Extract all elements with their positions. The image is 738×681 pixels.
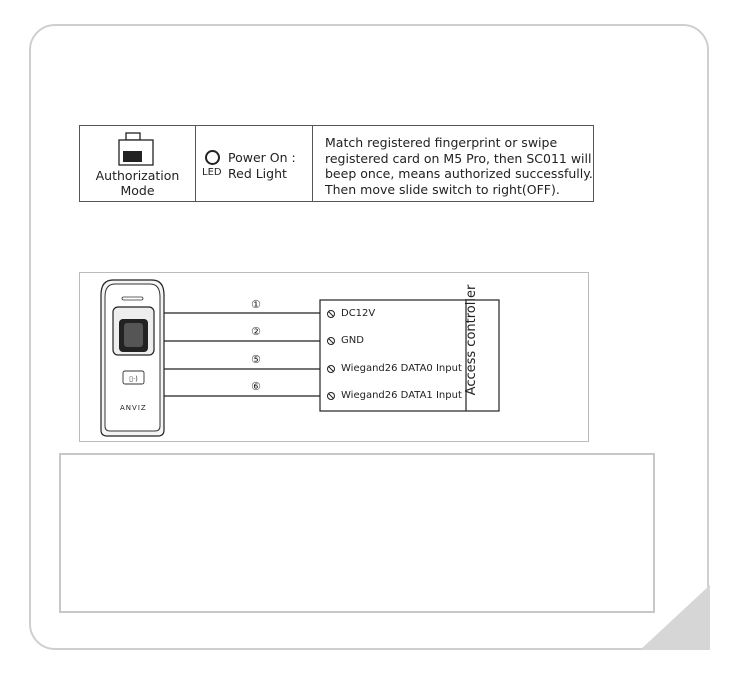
power-on-text: Power On : Red Light <box>228 150 296 181</box>
wire-number-5: ⑤ <box>251 353 261 366</box>
led-label: LED <box>202 167 222 178</box>
empty-notes-box <box>59 453 655 613</box>
terminal-dc12v: DC12V <box>341 308 376 319</box>
fingerprint-reader-device <box>101 280 164 436</box>
terminal-data1: Wiegand26 DATA1 Input <box>341 390 462 401</box>
device-brand-logo: ANVIZ <box>120 404 147 412</box>
description-text: Match registered fingerprint or swipe registered card on M5 Pro, then SC011 will beep once, means authorized successfully. Then move slide switch to right(OFF). <box>325 135 593 197</box>
wire-number-2: ② <box>251 325 261 338</box>
terminal-data0: Wiegand26 DATA0 Input <box>341 363 462 374</box>
wire-number-6: ⑥ <box>251 380 261 393</box>
wire-lines <box>164 313 320 396</box>
access-controller-label: Access controller <box>464 284 479 396</box>
authorization-mode-label: Authorization Mode <box>95 168 180 198</box>
terminal-gnd: GND <box>341 335 364 346</box>
svg-text:▯·): ▯·) <box>129 375 138 383</box>
wire-number-1: ① <box>251 298 261 311</box>
